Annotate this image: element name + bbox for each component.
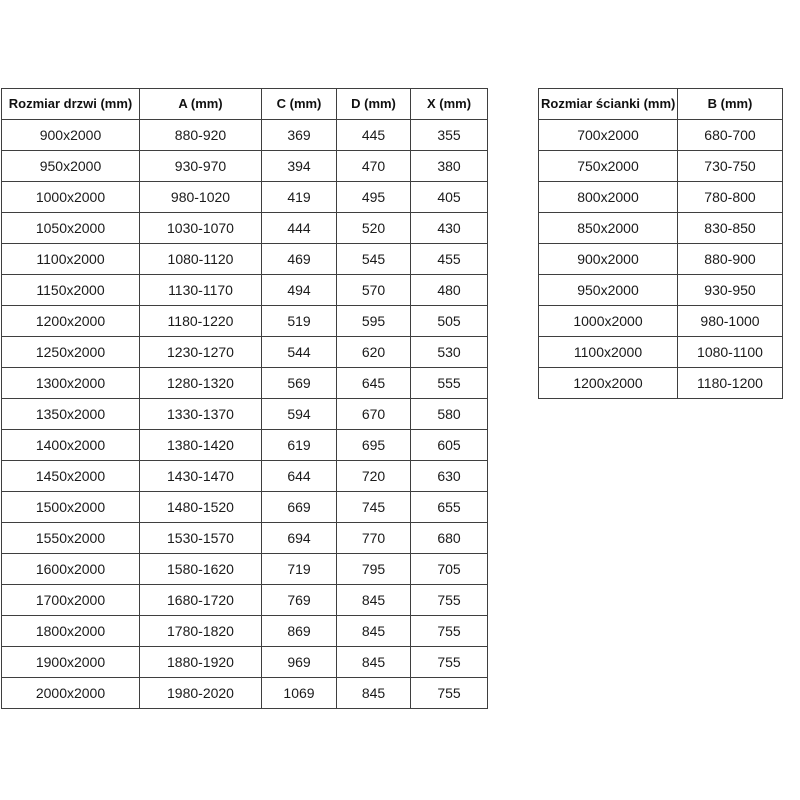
table-cell: 2000x2000 bbox=[2, 678, 140, 709]
table-cell: 869 bbox=[262, 616, 337, 647]
table-row bbox=[539, 182, 783, 213]
table-row bbox=[2, 368, 488, 399]
table-cell: 1880-1920 bbox=[140, 647, 262, 678]
header-cell: X (mm) bbox=[411, 89, 488, 120]
table-cell: 394 bbox=[262, 151, 337, 182]
table-cell: 1180-1220 bbox=[140, 306, 262, 337]
table-cell: 845 bbox=[337, 616, 411, 647]
table-cell: 850x2000 bbox=[539, 213, 678, 244]
table-cell: 1150x2000 bbox=[2, 275, 140, 306]
table-cell: 755 bbox=[411, 678, 488, 709]
door-dimensions-table bbox=[1, 88, 488, 709]
table-cell: 455 bbox=[411, 244, 488, 275]
door-table-header bbox=[2, 89, 488, 120]
table-cell: 505 bbox=[411, 306, 488, 337]
table-cell: 520 bbox=[337, 213, 411, 244]
table-cell: 530 bbox=[411, 337, 488, 368]
table-cell: 950x2000 bbox=[539, 275, 678, 306]
table-cell: 494 bbox=[262, 275, 337, 306]
table-row bbox=[2, 151, 488, 182]
table-cell: 355 bbox=[411, 120, 488, 151]
table-cell: 469 bbox=[262, 244, 337, 275]
table-cell: 1180-1200 bbox=[678, 368, 783, 399]
table-cell: 430 bbox=[411, 213, 488, 244]
table-cell: 470 bbox=[337, 151, 411, 182]
table-row bbox=[2, 430, 488, 461]
table-cell: 519 bbox=[262, 306, 337, 337]
table-cell: 1080-1100 bbox=[678, 337, 783, 368]
table-cell: 1050x2000 bbox=[2, 213, 140, 244]
table-cell: 544 bbox=[262, 337, 337, 368]
table-cell: 720 bbox=[337, 461, 411, 492]
table-cell: 755 bbox=[411, 616, 488, 647]
table-cell: 700x2000 bbox=[539, 120, 678, 151]
table-cell: 1430-1470 bbox=[140, 461, 262, 492]
table-cell: 1550x2000 bbox=[2, 523, 140, 554]
table-cell: 1069 bbox=[262, 678, 337, 709]
table-cell: 845 bbox=[337, 647, 411, 678]
table-cell: 1780-1820 bbox=[140, 616, 262, 647]
table-row bbox=[2, 399, 488, 430]
header-cell: Rozmiar ścianki (mm) bbox=[539, 89, 678, 120]
table-cell: 545 bbox=[337, 244, 411, 275]
header-cell: Rozmiar drzwi (mm) bbox=[2, 89, 140, 120]
table-cell: 694 bbox=[262, 523, 337, 554]
table-cell: 655 bbox=[411, 492, 488, 523]
header-cell: D (mm) bbox=[337, 89, 411, 120]
table-row bbox=[2, 306, 488, 337]
table-cell: 695 bbox=[337, 430, 411, 461]
table-row bbox=[539, 337, 783, 368]
table-row bbox=[2, 213, 488, 244]
table-row bbox=[539, 213, 783, 244]
table-cell: 630 bbox=[411, 461, 488, 492]
wall-table-body bbox=[539, 120, 783, 399]
table-row bbox=[539, 306, 783, 337]
table-cell: 380 bbox=[411, 151, 488, 182]
table-cell: 645 bbox=[337, 368, 411, 399]
table-row bbox=[2, 337, 488, 368]
table-row bbox=[539, 120, 783, 151]
table-cell: 1980-2020 bbox=[140, 678, 262, 709]
table-cell: 980-1020 bbox=[140, 182, 262, 213]
table-cell: 1250x2000 bbox=[2, 337, 140, 368]
table-row bbox=[2, 492, 488, 523]
table-cell: 1100x2000 bbox=[539, 337, 678, 368]
table-cell: 1580-1620 bbox=[140, 554, 262, 585]
header-row bbox=[2, 89, 488, 120]
table-cell: 1130-1170 bbox=[140, 275, 262, 306]
table-cell: 495 bbox=[337, 182, 411, 213]
table-cell: 845 bbox=[337, 585, 411, 616]
table-row bbox=[2, 554, 488, 585]
table-cell: 1230-1270 bbox=[140, 337, 262, 368]
table-cell: 1450x2000 bbox=[2, 461, 140, 492]
table-cell: 1480-1520 bbox=[140, 492, 262, 523]
table-cell: 900x2000 bbox=[2, 120, 140, 151]
table-cell: 705 bbox=[411, 554, 488, 585]
table-cell: 1000x2000 bbox=[2, 182, 140, 213]
table-cell: 669 bbox=[262, 492, 337, 523]
table-cell: 795 bbox=[337, 554, 411, 585]
table-cell: 1350x2000 bbox=[2, 399, 140, 430]
table-cell: 419 bbox=[262, 182, 337, 213]
table-cell: 745 bbox=[337, 492, 411, 523]
header-cell: A (mm) bbox=[140, 89, 262, 120]
table-cell: 969 bbox=[262, 647, 337, 678]
table-cell: 1300x2000 bbox=[2, 368, 140, 399]
table-cell: 570 bbox=[337, 275, 411, 306]
table-row bbox=[2, 461, 488, 492]
table-cell: 930-970 bbox=[140, 151, 262, 182]
table-cell: 1080-1120 bbox=[140, 244, 262, 275]
table-row bbox=[2, 120, 488, 151]
table-cell: 445 bbox=[337, 120, 411, 151]
table-cell: 880-920 bbox=[140, 120, 262, 151]
table-cell: 555 bbox=[411, 368, 488, 399]
table-cell: 620 bbox=[337, 337, 411, 368]
table-cell: 444 bbox=[262, 213, 337, 244]
table-cell: 755 bbox=[411, 647, 488, 678]
table-cell: 900x2000 bbox=[539, 244, 678, 275]
table-row bbox=[2, 616, 488, 647]
table-cell: 800x2000 bbox=[539, 182, 678, 213]
door-table-body bbox=[2, 120, 488, 709]
header-cell: C (mm) bbox=[262, 89, 337, 120]
header-cell: B (mm) bbox=[678, 89, 783, 120]
table-cell: 1530-1570 bbox=[140, 523, 262, 554]
table-cell: 369 bbox=[262, 120, 337, 151]
table-cell: 619 bbox=[262, 430, 337, 461]
table-cell: 1280-1320 bbox=[140, 368, 262, 399]
table-cell: 880-900 bbox=[678, 244, 783, 275]
table-cell: 680-700 bbox=[678, 120, 783, 151]
table-cell: 1380-1420 bbox=[140, 430, 262, 461]
table-cell: 594 bbox=[262, 399, 337, 430]
table-cell: 595 bbox=[337, 306, 411, 337]
table-row bbox=[539, 368, 783, 399]
table-cell: 750x2000 bbox=[539, 151, 678, 182]
table-cell: 605 bbox=[411, 430, 488, 461]
table-cell: 680 bbox=[411, 523, 488, 554]
table-cell: 1200x2000 bbox=[539, 368, 678, 399]
table-cell: 845 bbox=[337, 678, 411, 709]
table-cell: 719 bbox=[262, 554, 337, 585]
table-cell: 405 bbox=[411, 182, 488, 213]
table-cell: 980-1000 bbox=[678, 306, 783, 337]
table-cell: 644 bbox=[262, 461, 337, 492]
table-row bbox=[2, 182, 488, 213]
header-row bbox=[539, 89, 783, 120]
table-cell: 1680-1720 bbox=[140, 585, 262, 616]
table-cell: 770 bbox=[337, 523, 411, 554]
table-cell: 1330-1370 bbox=[140, 399, 262, 430]
table-row bbox=[2, 523, 488, 554]
table-cell: 1030-1070 bbox=[140, 213, 262, 244]
table-cell: 670 bbox=[337, 399, 411, 430]
table-row bbox=[2, 244, 488, 275]
table-cell: 755 bbox=[411, 585, 488, 616]
table-cell: 1800x2000 bbox=[2, 616, 140, 647]
table-row bbox=[539, 275, 783, 306]
table-cell: 930-950 bbox=[678, 275, 783, 306]
wall-table-header bbox=[539, 89, 783, 120]
table-cell: 569 bbox=[262, 368, 337, 399]
table-cell: 769 bbox=[262, 585, 337, 616]
table-cell: 1400x2000 bbox=[2, 430, 140, 461]
table-cell: 1900x2000 bbox=[2, 647, 140, 678]
table-row bbox=[2, 585, 488, 616]
table-cell: 830-850 bbox=[678, 213, 783, 244]
table-row bbox=[539, 244, 783, 275]
table-cell: 580 bbox=[411, 399, 488, 430]
table-row bbox=[2, 678, 488, 709]
table-cell: 1100x2000 bbox=[2, 244, 140, 275]
table-row bbox=[539, 151, 783, 182]
table-cell: 950x2000 bbox=[2, 151, 140, 182]
wall-dimensions-table bbox=[538, 88, 783, 399]
table-row bbox=[2, 647, 488, 678]
table-cell: 780-800 bbox=[678, 182, 783, 213]
table-cell: 730-750 bbox=[678, 151, 783, 182]
table-cell: 1700x2000 bbox=[2, 585, 140, 616]
table-cell: 1500x2000 bbox=[2, 492, 140, 523]
table-cell: 1000x2000 bbox=[539, 306, 678, 337]
table-row bbox=[2, 275, 488, 306]
table-cell: 1600x2000 bbox=[2, 554, 140, 585]
table-cell: 1200x2000 bbox=[2, 306, 140, 337]
table-cell: 480 bbox=[411, 275, 488, 306]
